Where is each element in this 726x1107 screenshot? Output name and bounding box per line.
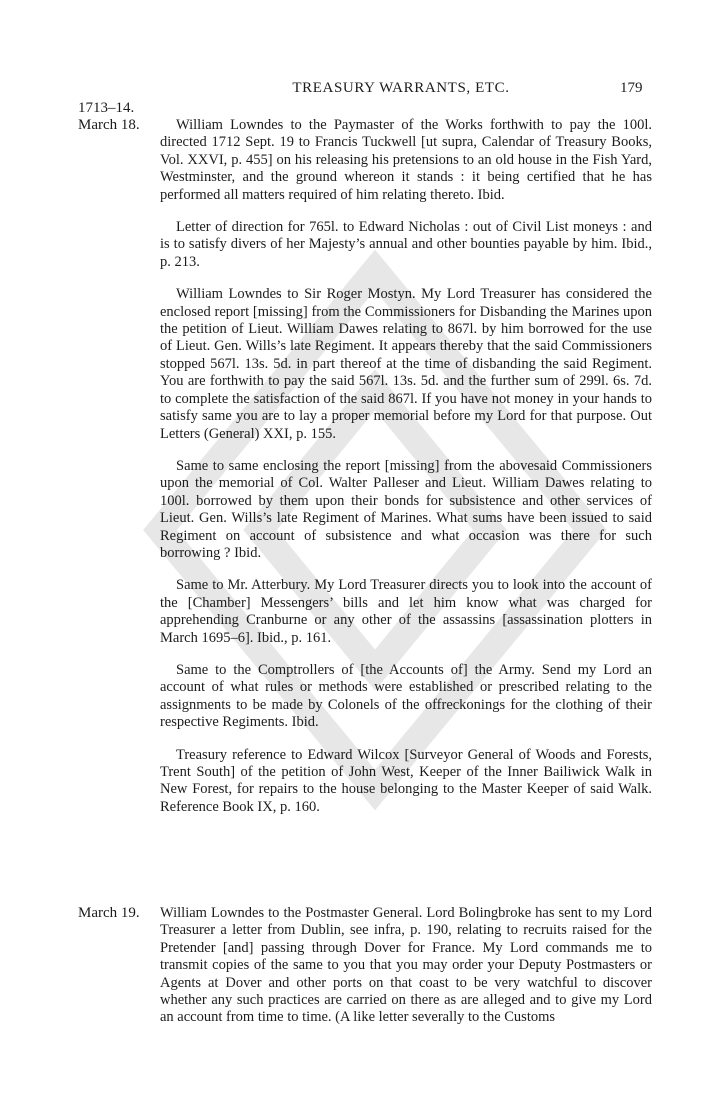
- entry-paragraph: William Lowndes to the Paymaster of the Works forthwith to pay the 100l. directed 1712 Sept. 19 to Francis Tuckwell [ut supra, Calendar of Treasury Books, Vol. XXVI, p. 455] on his releasing his pretensions to an old house in the Fish Yard, Westminster, and the ground whereon it stands : it being certified that he has performed all matters required of him relating thereto. Ibid.: [160, 117, 652, 203]
- entries-march-19: [160, 905, 652, 1042]
- entry-paragraph: William Lowndes to the Postmaster General. Lord Bolingbroke has sent to my Lord Treasurer a letter from Dublin, see infra, p. 190, relating to recruits raised for the Pretender [and] passing through Dover for France. My Lord commands me to transmit copies of the same to you that you may order your Deputy Postmasters or Agents at Dover and other ports on that coast to be very watchful to discover whether any such practices are carried on there as are alleged and to give my Lord an account from time to time. (A like letter severally to the Customs: [160, 905, 652, 1026]
- entry-paragraph: William Lowndes to Sir Roger Mostyn. My Lord Treasurer has considered the enclosed report [missing] from the Commissioners for Disbanding the Marines upon the petition of Lieut. William Dawes relating to 867l. by him borrowed for the use of Lieut. Gen. Wills’s late Regiment. It appears thereby that the said Commissioners stopped 567l. 13s. 5d. in part thereof at the time of disbanding the said Regiment. You are forthwith to pay the said 567l. 13s. 5d. and the further sum of 299l. 6s. 7d. to complete the satisfaction of the said 867l. If you have not money in your hands to satisfy same you are to lay a proper memorial before my Lord for that purpose. Out Letters (General) XXI, p. 155.: [160, 286, 652, 442]
- entry-paragraph: Letter of direction for 765l. to Edward Nicholas : out of Civil List moneys : and is to satisfy divers of her Majesty’s annual and other bounties payable by him. Ibid., p. 213.: [160, 219, 652, 270]
- entry-paragraph: Same to the Comptrollers of [the Accounts of] the Army. Send my Lord an account of what rules or methods were established or prescribed relating to the assignments to be made by Colonels of the offreckonings for the clothing of their respective Regiments. Ibid.: [160, 661, 652, 731]
- entry-paragraph: Same to same enclosing the report [missing] from the abovesaid Commissioners upon the memorial of Col. Walter Palleser and Lieut. William Dawes relating to 100l. borrowed by them upon their bonds for subsistence and other services of Lieut. Gen. Wills’s late Regiment of Marines. What sums have been issued to said Regiment on account of subsistence and what occasion was there for such borrowing ? Ibid.: [160, 457, 652, 561]
- page-number: 179: [620, 80, 643, 96]
- entries-march-18: [160, 117, 652, 831]
- entry-paragraph: Treasury reference to Edward Wilcox [Surveyor General of Woods and Forests, Trent South] of the petition of John West, Keeper of the Inner Bailiwick Walk in New Forest, for repairs to the house belonging to the Master Keeper of said Walk. Reference Book IX, p. 160.: [160, 746, 652, 815]
- margin-date-march-19: March 19.: [78, 905, 140, 921]
- margin-date-march-18: March 18.: [78, 117, 140, 133]
- entry-paragraph: Same to Mr. Atterbury. My Lord Treasurer directs you to look into the account of the [Chamber] Messengers’ bills and let him know what was charged for apprehending Cranburne or any other of the assassins [assassination plotters in March 1695–6]. Ibid., p. 161.: [160, 577, 652, 646]
- margin-year: 1713–14.: [78, 100, 135, 116]
- running-title: TREASURY WARRANTS, ETC.: [292, 80, 510, 96]
